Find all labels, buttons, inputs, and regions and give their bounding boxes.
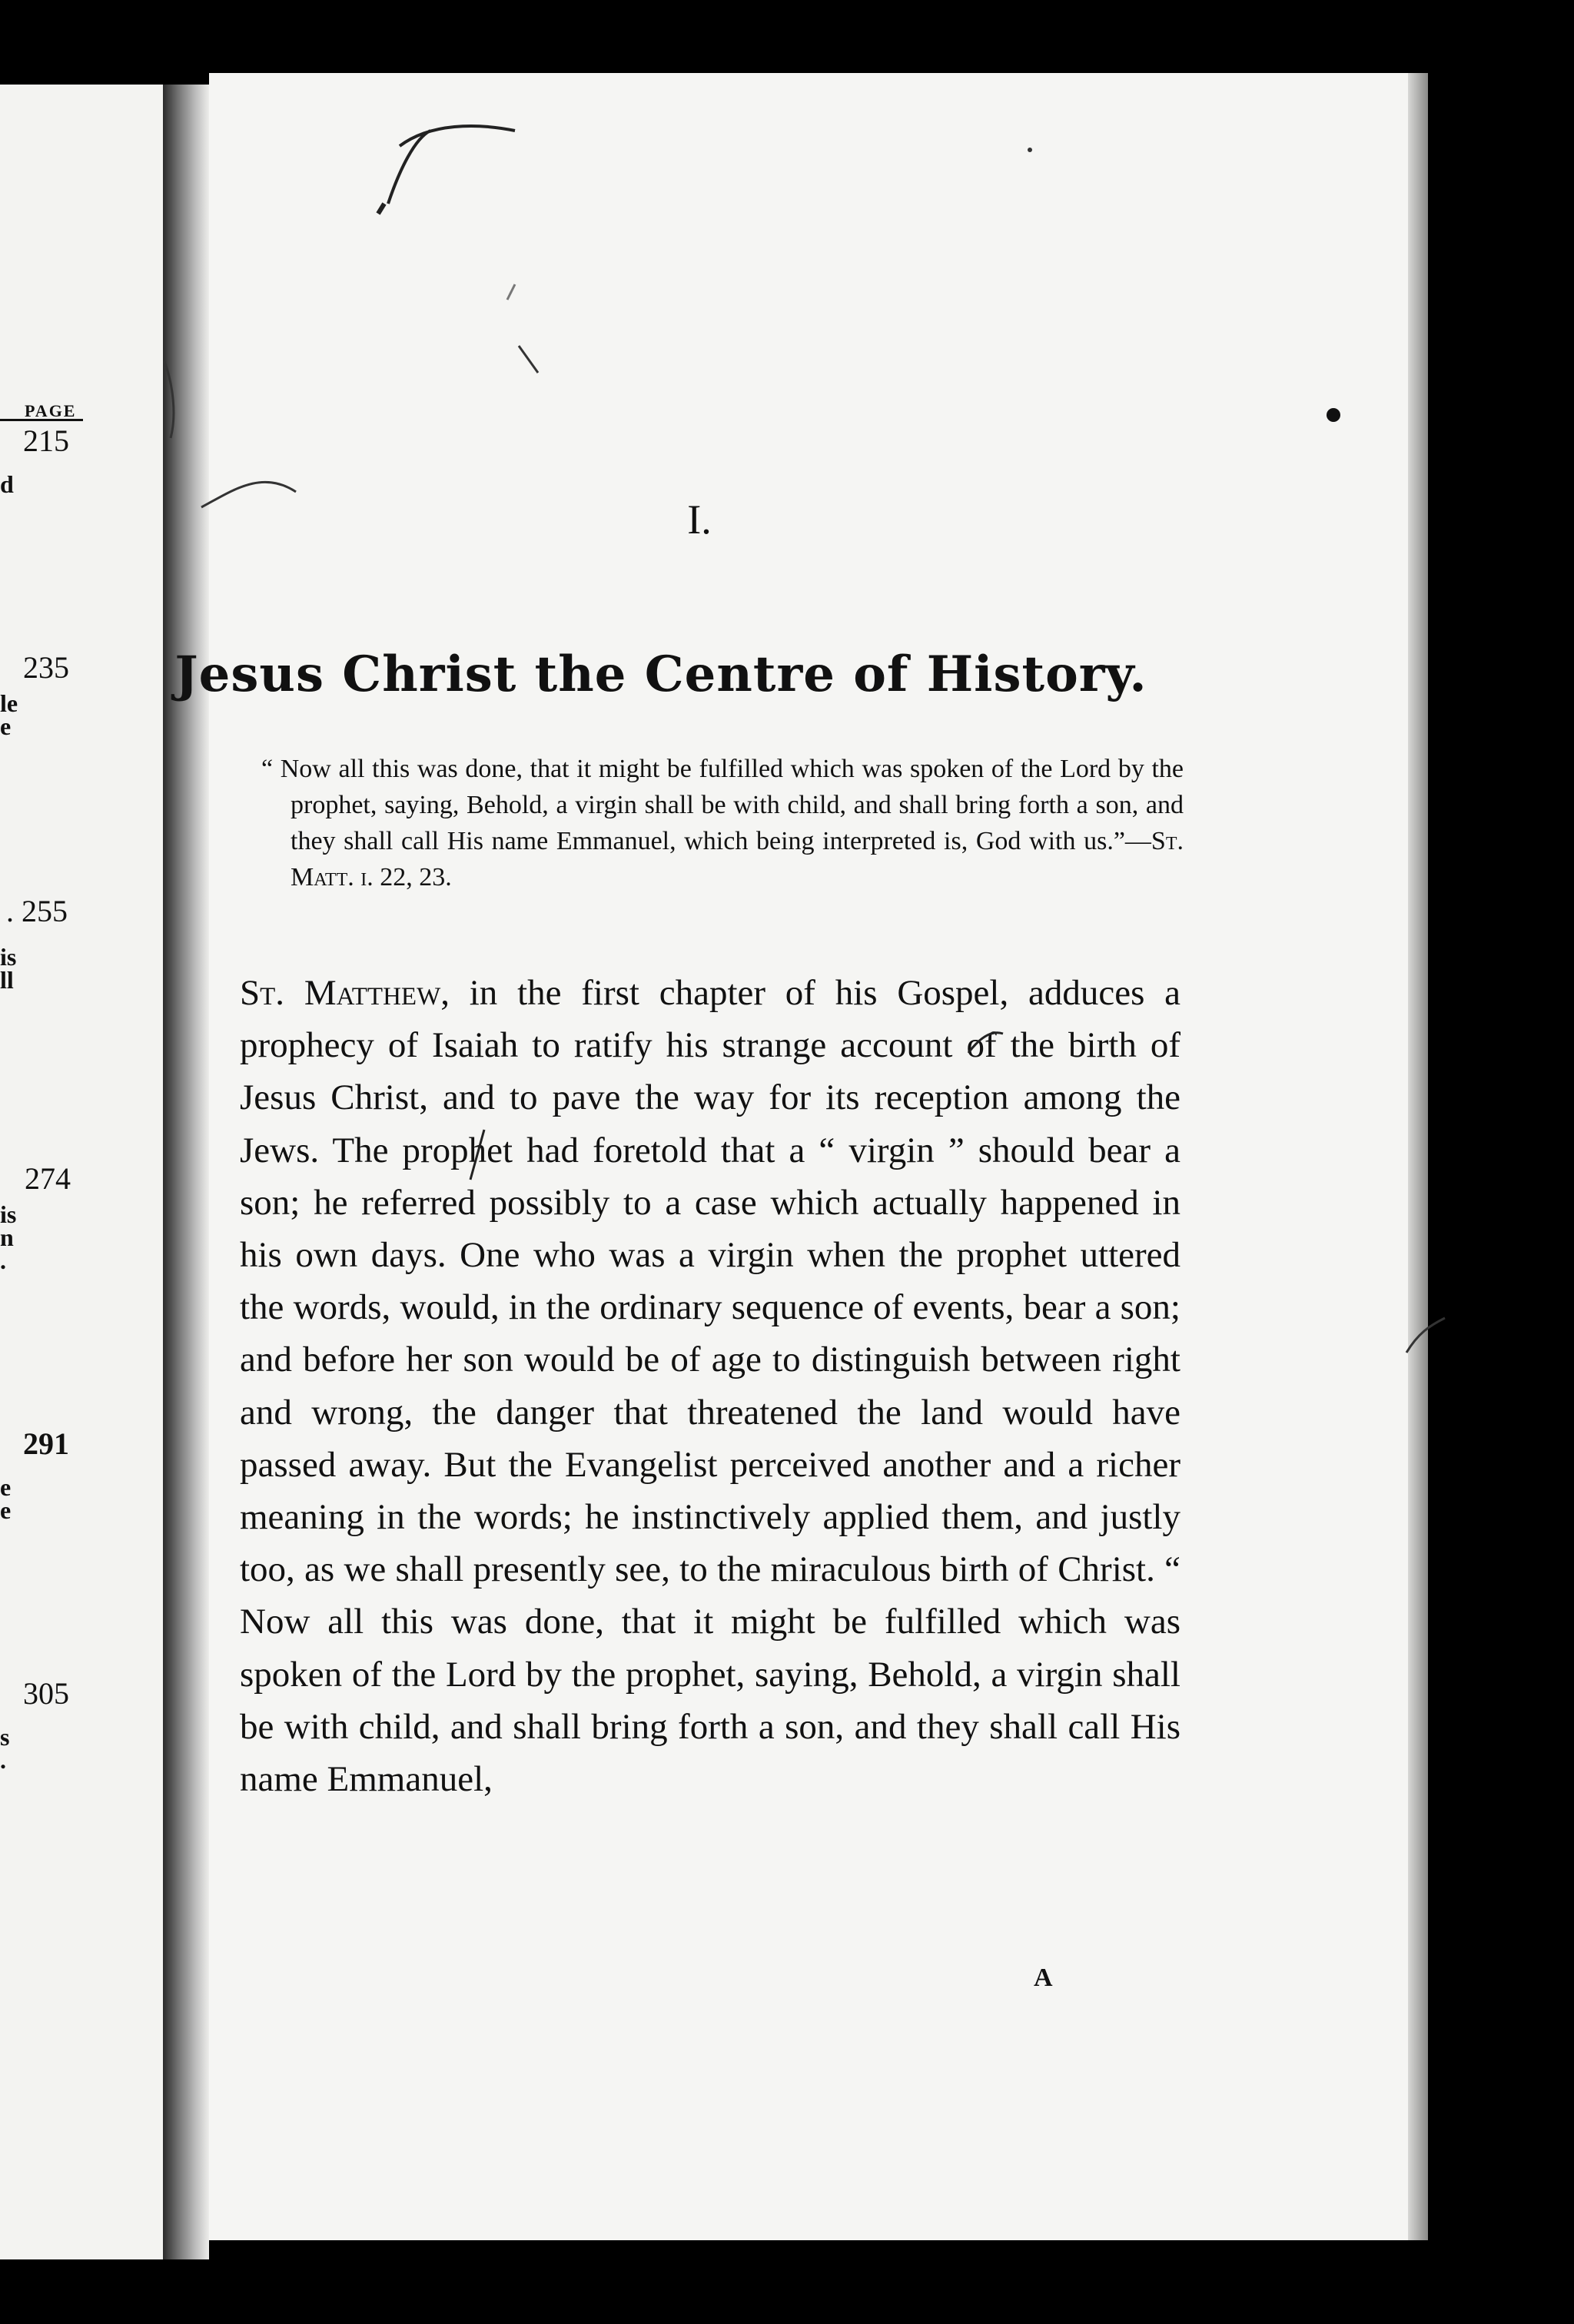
previous-page-fragment bbox=[0, 85, 163, 2259]
toc-text-fragment: is n . bbox=[0, 1200, 17, 1274]
toc-page-number: 215 bbox=[23, 423, 69, 458]
page-edge bbox=[1408, 73, 1428, 2240]
toc-text-fragment: le e bbox=[0, 689, 18, 740]
toc-text-fragment: e e bbox=[0, 1473, 12, 1524]
chapter-number: I. bbox=[687, 496, 712, 543]
toc-text-fragment: is ll bbox=[0, 943, 17, 994]
signature-mark: A bbox=[1034, 1964, 1053, 1992]
toc-page-number: . 255 bbox=[6, 894, 68, 928]
epigraph-quote: “ Now all this was done, that it might be fulfilled which was spoken of the Lord by the prophet, saying, Behold, a virgin shall be with child, and shall bring forth a son, and they shall call His name Emmanuel, which being interpreted is, God with us.”— bbox=[261, 755, 1184, 855]
book-gutter bbox=[163, 85, 209, 2259]
toc-text-fragment: s . bbox=[0, 1723, 10, 1774]
chapter-body bbox=[240, 967, 1180, 1805]
toc-page-number: 274 bbox=[25, 1161, 71, 1196]
toc-page-number: 291 bbox=[23, 1426, 69, 1461]
body-paragraph: in the first chapter of his Gospel, adduces a prophecy of Isaiah to ratify his strange account of the birth of Jesus Christ, and to pave the way for its reception among the Jews. The prophet had foretold that a “ virgin ” should bear a son; he referred possibly to a case which actually happened in his own days. One who was a virgin when the prophet uttered the words, would, in the ordinary sequence of events, bear a son; and before her son would be of age to distinguish between right and wrong, the danger that threatened the land would have passed away. But the Evangelist perceived another and a richer meaning in the words; he instinctively applied them, and justly too, as we shall presently see, to the miraculous birth of Christ. “ Now all this was done, that it might be fulfilled which was spoken of the Lord by the prophet, saying, Behold, a virgin shall be with child, and shall bring forth a son, and they shall call His name Emmanuel, bbox=[240, 973, 1180, 1800]
toc-text-fragment: d bbox=[0, 470, 14, 498]
toc-page-number: 305 bbox=[23, 1676, 69, 1711]
epigraph-source: St. Matt. i. 22, 23. bbox=[291, 827, 1184, 891]
epigraph bbox=[261, 751, 1184, 895]
chapter-title: Jesus Christ the Centre of History. bbox=[174, 646, 1147, 703]
toc-page-number: 235 bbox=[23, 650, 69, 685]
toc-page-label: PAGE bbox=[25, 401, 77, 420]
body-lead-in: St. Matthew, bbox=[240, 973, 450, 1013]
